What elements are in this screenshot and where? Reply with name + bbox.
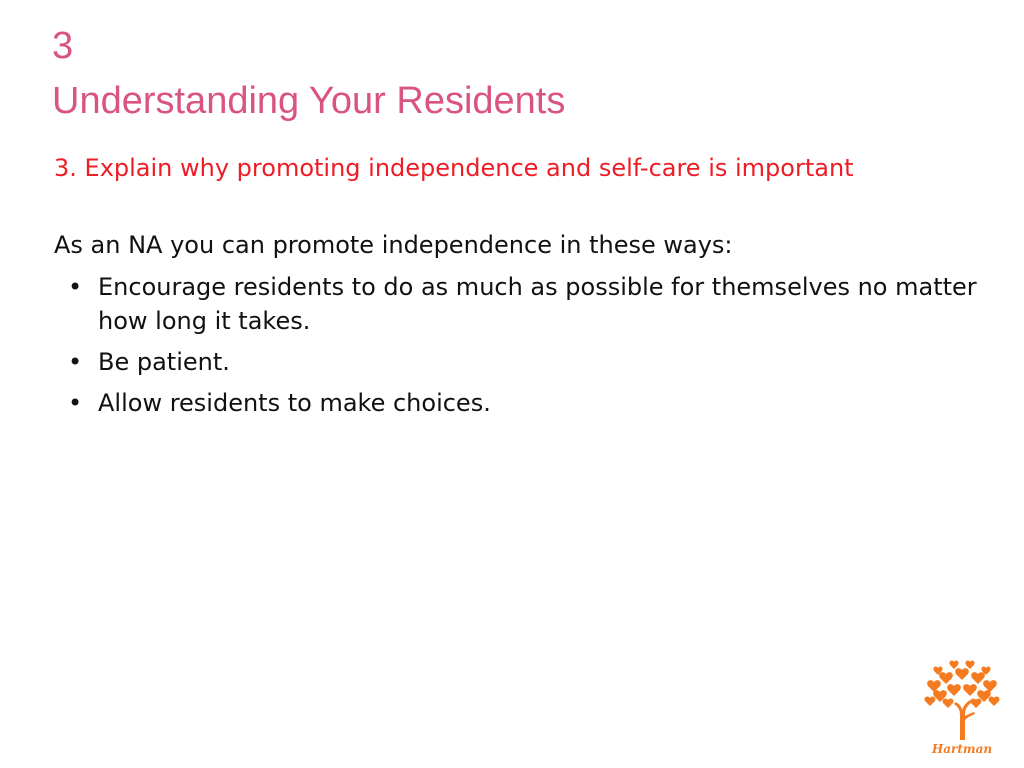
intro-text: As an NA you can promote independence in these ways: — [54, 231, 733, 259]
learning-objective: 3. Explain why promoting independence and self-care is important — [54, 154, 854, 182]
bullet-text: Be patient. — [98, 348, 230, 376]
bullet-dot: • — [68, 273, 83, 301]
bullet-item — [68, 345, 1003, 379]
bullet-item — [68, 270, 1003, 338]
chapter-title: Understanding Your Residents — [52, 80, 566, 122]
logo-wordmark: Hartman — [931, 742, 993, 756]
bullet-dot: • — [68, 389, 83, 417]
chapter-number: 3 — [52, 25, 74, 67]
hartman-logo — [920, 652, 1004, 756]
bullet-dot: • — [68, 348, 83, 376]
bullet-text: Encourage residents to do as much as possible for themselves no matter how long it takes. — [98, 273, 977, 335]
bullet-item — [68, 386, 1003, 420]
heart-tree-icon — [925, 661, 1000, 740]
bullet-list — [68, 270, 1003, 427]
bullet-text: Allow residents to make choices. — [98, 389, 491, 417]
